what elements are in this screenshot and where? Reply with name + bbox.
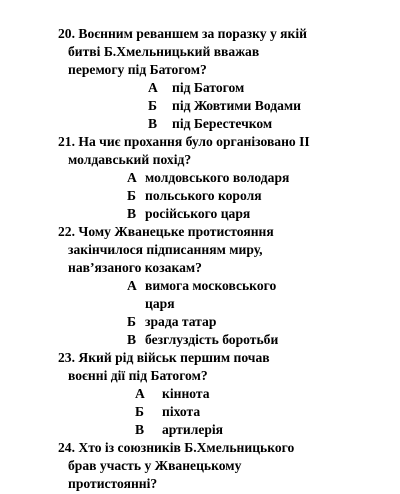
- question-23-line-2: воєнні дії під Батогом?: [68, 368, 208, 383]
- option-letter: В: [148, 116, 158, 131]
- question-20-line-3: перемогу під Батогом?: [68, 62, 207, 77]
- option-letter: А: [127, 278, 137, 293]
- option-letter: Б: [148, 98, 157, 113]
- option-text: під Жовтими Водами: [172, 98, 302, 113]
- option-text: вимога московського: [145, 278, 277, 293]
- option-letter: А: [135, 386, 145, 401]
- option-text: артилерія: [162, 422, 224, 437]
- option-letter: Б: [127, 188, 136, 203]
- question-22-line-1: 22. Чому Жванецьке протистояння: [58, 224, 274, 239]
- question-24-line-3: протистоянні?: [68, 476, 158, 491]
- option-text: польського короля: [145, 188, 262, 203]
- option-letter: А: [127, 170, 137, 185]
- option-text: російського царя: [145, 206, 251, 221]
- option-letter: А: [148, 80, 158, 95]
- option-letter: В: [127, 332, 137, 347]
- question-22-line-2: закінчилося підписанням миру,: [68, 242, 263, 257]
- option-text: піхота: [162, 404, 201, 419]
- question-22-line-3: нав’язаного козакам?: [68, 260, 202, 275]
- question-21-line-2: молдавський похід?: [68, 152, 192, 167]
- question-23-line-1: 23. Який рід військ першим почав: [58, 350, 270, 365]
- option-text: безглуздість боротьби: [145, 332, 279, 347]
- question-20-line-1: 20. Воєнним реваншем за поразку у якій: [58, 26, 307, 41]
- option-letter: В: [135, 422, 145, 437]
- option-letter: Б: [135, 404, 144, 419]
- question-21-line-1: 21. На чиє прохання було організовано II: [58, 134, 310, 149]
- option-letter: В: [127, 206, 137, 221]
- option-text: під Батогом: [172, 80, 245, 95]
- question-20-line-2: битві Б.Хмельницький вважав: [68, 44, 260, 59]
- option-letter: Б: [127, 314, 136, 329]
- question-22-option-a-continuation: царя: [145, 296, 175, 311]
- question-24-line-2: брав участь у Жванецькому: [68, 458, 242, 473]
- option-text: молдовського володаря: [145, 170, 290, 185]
- question-24-line-1: 24. Хто із союзників Б.Хмельницького: [58, 440, 295, 455]
- option-text: під Берестечком: [172, 116, 273, 131]
- option-text: кіннота: [162, 386, 210, 401]
- option-text: зрада татар: [145, 314, 217, 329]
